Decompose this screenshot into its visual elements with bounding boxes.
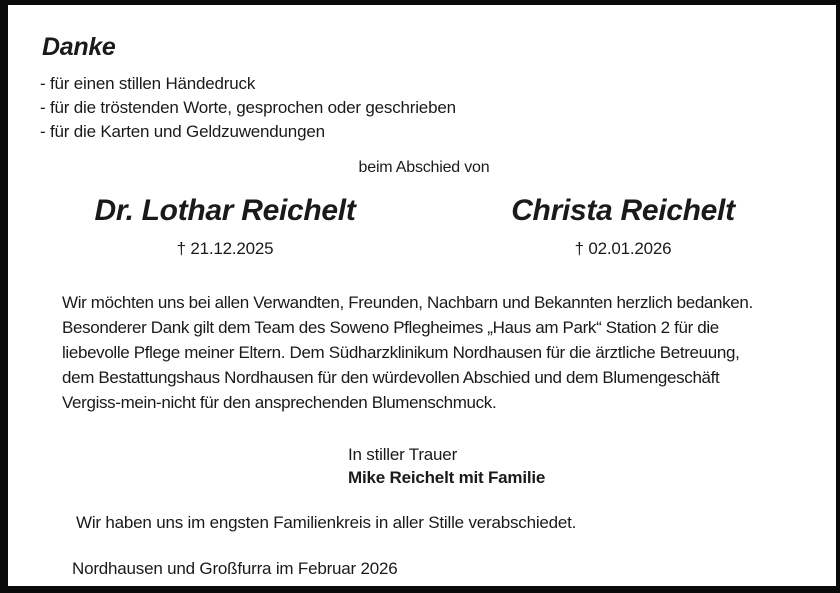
- paragraph-line: liebevolle Pflege meiner Eltern. Dem Südharzklinikum Nordhausen für die ärztliche Betreuung,: [62, 343, 740, 362]
- deceased-names-row: [40, 194, 808, 259]
- thank-you-paragraph: [62, 290, 808, 415]
- deceased-name: Christa Reichelt: [511, 194, 735, 227]
- place-and-date: Nordhausen und Großfurra im Februar 2026: [72, 559, 398, 578]
- deceased-entry: [448, 194, 798, 259]
- deceased-entry: [50, 194, 400, 259]
- thanks-list: [40, 72, 808, 144]
- paragraph-line: dem Bestattungshaus Nordhausen für den würdevollen Abschied und dem Blumengeschäft: [62, 368, 720, 387]
- paragraph-line: Besonderer Dank gilt dem Team des Soweno Pflegheimes „Haus am Park“ Station 2 für die: [62, 318, 719, 337]
- deceased-death-date: † 21.12.2025: [176, 239, 274, 258]
- thanks-item: - für die tröstenden Worte, gesprochen oder geschrieben: [40, 98, 456, 117]
- thanks-item: - für einen stillen Händedruck: [40, 74, 256, 93]
- closing-in-grief: In stiller Trauer: [348, 445, 458, 464]
- thanks-item: - für die Karten und Geldzuwendungen: [40, 122, 325, 141]
- deceased-name: Dr. Lothar Reichelt: [94, 194, 356, 227]
- notice-title: Danke: [42, 33, 116, 61]
- farewell-intro: beim Abschied von: [358, 159, 490, 176]
- deceased-death-date: † 02.01.2026: [574, 239, 672, 258]
- private-farewell-note: Wir haben uns im engsten Familienkreis in aller Stille verabschiedet.: [76, 513, 577, 532]
- closing-block: [348, 443, 808, 489]
- closing-family-signature: Mike Reichelt mit Familie: [348, 468, 546, 487]
- notice-content: [8, 5, 836, 579]
- paragraph-line: Vergiss-mein-nicht für den ansprechenden Blumenschmuck.: [62, 393, 497, 412]
- paragraph-line: Wir möchten uns bei allen Verwandten, Freunden, Nachbarn und Bekannten herzlich bedanken.: [62, 293, 753, 312]
